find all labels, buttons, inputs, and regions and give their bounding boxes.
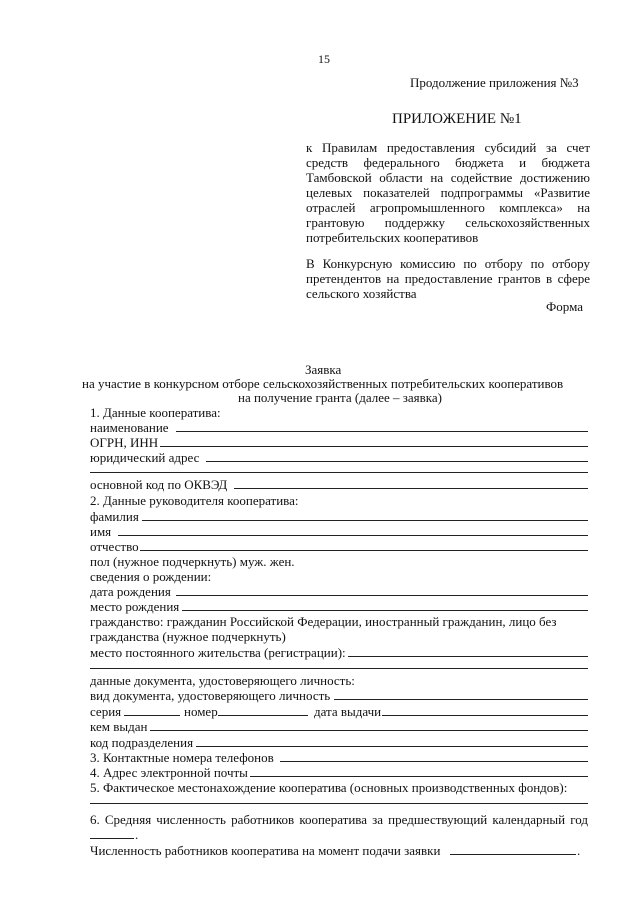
- reference-line: к Правилам предоставления субсидий за счет: [306, 140, 590, 155]
- name-label: наименование: [90, 420, 169, 435]
- surname-field[interactable]: [142, 520, 588, 521]
- patronymic-field[interactable]: [140, 550, 588, 551]
- section-5-label: 5. Фактическое местонахождение кооператива (основных производственных фондов):: [90, 780, 568, 795]
- addressee-line: претендентов на предоставление грантов в сфере: [306, 271, 590, 286]
- reference-line: средств федерального бюджета и бюджета: [306, 155, 590, 170]
- citizenship-line-1[interactable]: гражданство: гражданин Российской Федерации, иностранный гражданин, лицо без: [90, 614, 557, 629]
- page-number: 15: [318, 52, 330, 66]
- application-title: Заявка: [305, 362, 342, 377]
- surname-label: фамилия: [90, 509, 139, 524]
- id-document-type-label: вид документа, удостоверяющего личность: [90, 688, 331, 703]
- residence-field[interactable]: [348, 656, 588, 657]
- number-label: номер: [184, 704, 218, 719]
- reference-line: Тамбовской области на содействие достижению: [306, 170, 590, 185]
- section-3-label: 3. Контактные номера телефонов: [90, 750, 274, 765]
- birth-place-label: место рождения: [90, 599, 180, 614]
- series-field[interactable]: [124, 715, 180, 716]
- division-code-field[interactable]: [196, 746, 588, 747]
- division-code-label: код подразделения: [90, 735, 194, 750]
- legal-address-field-2[interactable]: [90, 472, 588, 473]
- name-field[interactable]: [176, 431, 588, 432]
- birth-date-field[interactable]: [176, 595, 588, 596]
- reference-line: грантовую поддержку сельскохозяйственных: [306, 215, 590, 230]
- citizenship-line-2[interactable]: гражданства (нужное подчеркнуть): [90, 629, 286, 644]
- birth-place-field[interactable]: [182, 610, 588, 611]
- id-document-type-field[interactable]: [334, 699, 588, 700]
- series-label: серия: [90, 704, 122, 719]
- current-employees-end: .: [577, 843, 581, 858]
- ogrn-field[interactable]: [160, 446, 588, 447]
- birth-date-label: дата рождения: [90, 584, 171, 599]
- first-name-label: имя: [90, 524, 112, 539]
- actual-location-field[interactable]: [90, 803, 588, 804]
- section-2-heading: 2. Данные руководителя кооператива:: [90, 493, 299, 508]
- appendix-title: ПРИЛОЖЕНИЕ №1: [392, 111, 522, 127]
- average-employees-end: .: [135, 827, 139, 842]
- number-field[interactable]: [218, 715, 308, 716]
- sex-selector[interactable]: пол (нужное подчеркнуть) муж. жен.: [90, 554, 295, 569]
- reference-line: отраслей агропромышленного комплекса» на: [306, 200, 590, 215]
- average-employees-field[interactable]: [90, 838, 134, 839]
- addressee-line: сельского хозяйства: [306, 286, 417, 301]
- first-name-field[interactable]: [118, 535, 588, 536]
- phones-field[interactable]: [280, 761, 588, 762]
- continuation-note: Продолжение приложения №3: [410, 75, 579, 90]
- ogrn-label: ОГРН, ИНН: [90, 435, 159, 450]
- application-subtitle-1: на участие в конкурсном отборе сельскохозяйственных потребительских кооперативов: [82, 376, 564, 391]
- residence-field-2[interactable]: [90, 668, 588, 669]
- legal-address-label: юридический адрес: [90, 450, 200, 465]
- issue-date-field[interactable]: [382, 715, 588, 716]
- issued-by-field[interactable]: [150, 730, 588, 731]
- section-1-heading: 1. Данные кооператива:: [90, 405, 221, 420]
- id-document-heading: данные документа, удостоверяющего личность:: [90, 673, 355, 688]
- application-subtitle-2: на получение гранта (далее – заявка): [238, 390, 443, 405]
- okved-label: основной код по ОКВЭД: [90, 477, 228, 492]
- birth-info-label: сведения о рождении:: [90, 569, 212, 584]
- form-label: Форма: [546, 299, 583, 314]
- current-employees-label: Численность работников кооператива на момент подачи заявки: [90, 843, 441, 858]
- email-field[interactable]: [250, 776, 588, 777]
- section-6-label: 6. Средняя численность работников кооператива за предшествующий календарный год: [90, 812, 588, 827]
- patronymic-label: отчество: [90, 539, 139, 554]
- legal-address-field[interactable]: [206, 461, 588, 462]
- issue-date-label: дата выдачи: [314, 704, 382, 719]
- reference-line: потребительских кооперативов: [306, 230, 479, 245]
- current-employees-field[interactable]: [450, 854, 576, 855]
- residence-label: место постоянного жительства (регистрации):: [90, 645, 346, 660]
- addressee-line: В Конкурсную комиссию по отбору по отбору: [306, 256, 590, 271]
- okved-field[interactable]: [234, 488, 588, 489]
- reference-line: целевых показателей подпрограммы «Развитие: [306, 185, 590, 200]
- section-4-label: 4. Адрес электронной почты: [90, 765, 248, 780]
- issued-by-label: кем выдан: [90, 719, 148, 734]
